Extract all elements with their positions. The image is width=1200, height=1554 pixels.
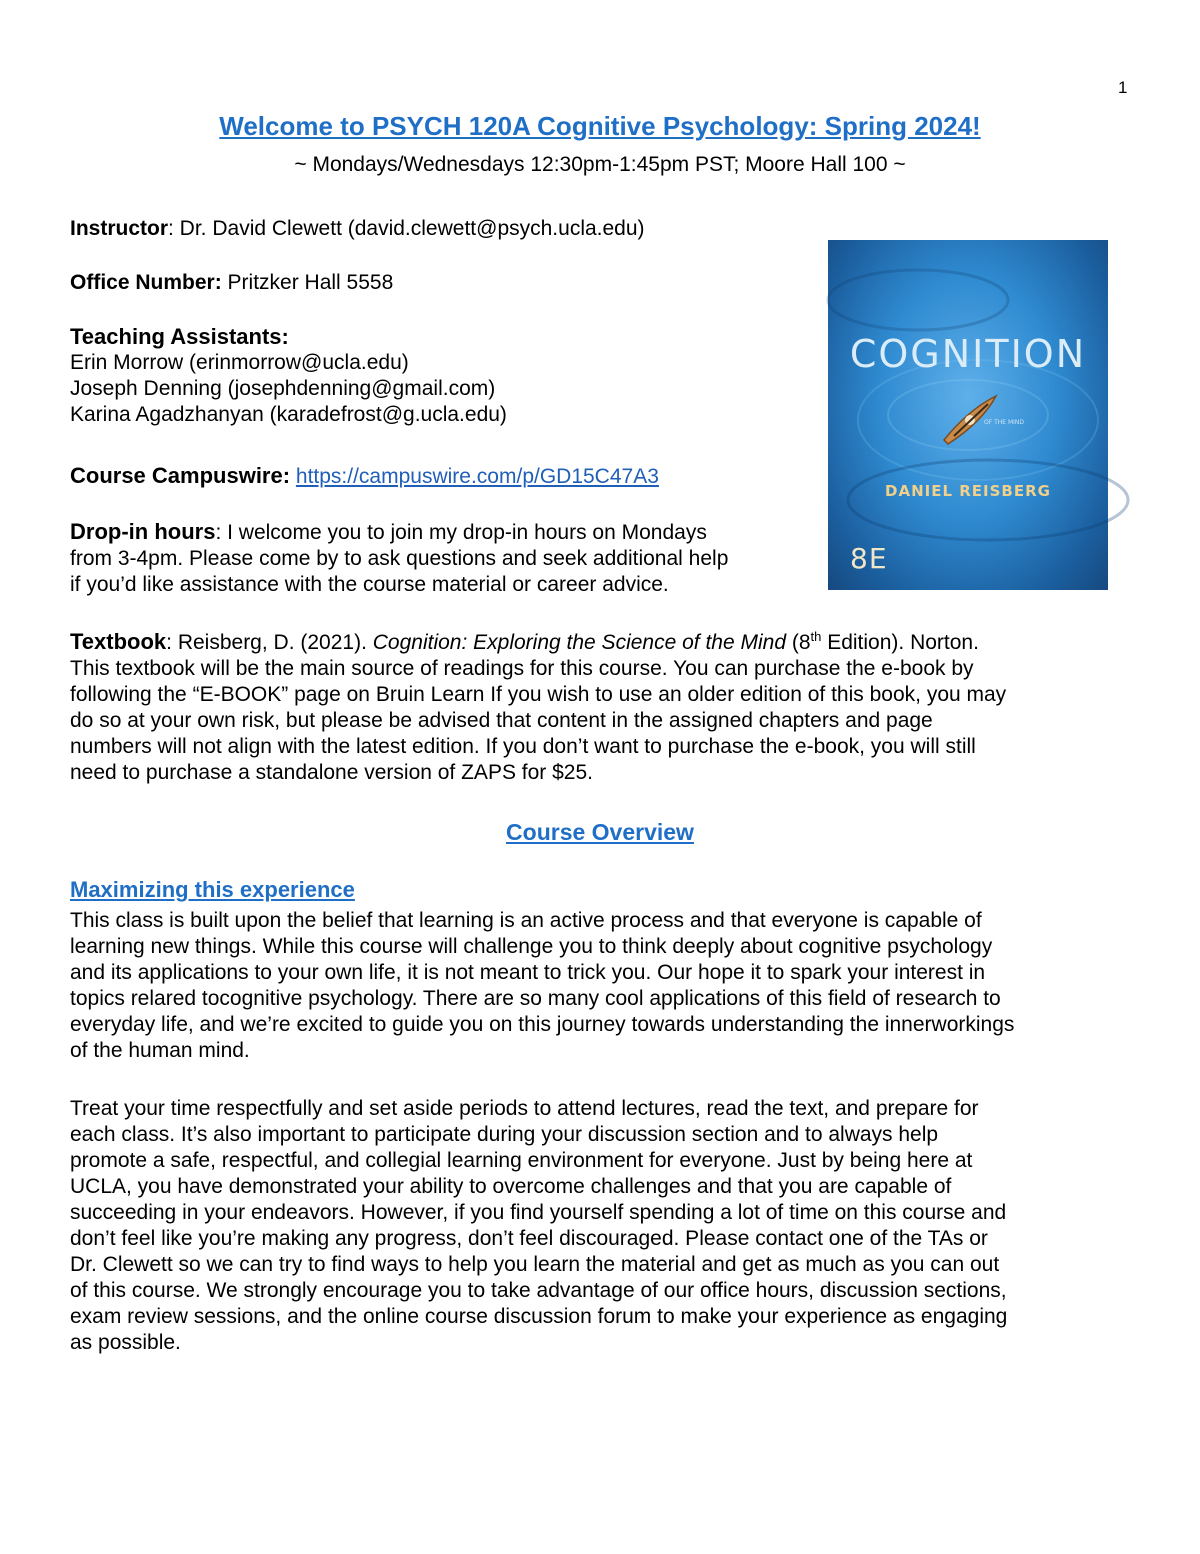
dropin-text: if you’d like assistance with the course material or career advice.: [70, 573, 669, 596]
page-title: Welcome to PSYCH 120A Cognitive Psychology: Spring 2024!: [219, 111, 981, 141]
dropin-label: Drop-in hours: [70, 519, 216, 544]
svg-text:OF THE MIND: OF THE MIND: [984, 419, 1025, 426]
paragraph-1: [70, 908, 1132, 1064]
dropin-hours: [70, 519, 728, 598]
ta-item: Joseph Denning (josephdenning@gmail.com): [70, 377, 496, 400]
ta-item: Erin Morrow (erinmorrow@ucla.edu): [70, 351, 409, 374]
paragraph-2: [70, 1096, 1132, 1356]
book-title: Cognition: Exploring the Science of the Mind: [372, 631, 786, 654]
paragraph-line: promote a safe, respectful, and collegial learning environment for everyone. Just by being here at: [70, 1149, 973, 1172]
citation-text: Edition). Norton.: [821, 631, 979, 654]
textbook-citation: [70, 629, 1132, 656]
paragraph-line: each class. It’s also important to participate during your discussion section and to always help: [70, 1123, 939, 1146]
instructor-label: Instructor: [70, 217, 169, 240]
edition-superscript: th: [810, 629, 822, 644]
cover-edition: 8E: [850, 542, 888, 575]
dropin-text: from 3-4pm. Please come by to ask questions and seek additional help: [70, 547, 729, 570]
campuswire-link[interactable]: https://campuswire.com/p/GD15C47A3: [295, 465, 659, 488]
maximizing-heading: Maximizing this experience: [70, 877, 355, 902]
paragraph-line: topics relared tocognitive psychology. There are so many cool applications of this field of research to: [70, 987, 1001, 1010]
textbook-label: Textbook: [70, 629, 167, 654]
paragraph-line: learning new things. While this course will challenge you to think deeply about cognitive psychology: [70, 935, 993, 958]
instructor-line: [70, 216, 645, 242]
paragraph-line: everyday life, and we’re excited to guide you on this journey towards understanding the innerworkings: [70, 1013, 1015, 1036]
paragraph-line: Treat your time respectfully and set aside periods to attend lectures, read the text, and prepare for: [70, 1097, 979, 1120]
textbook-cover-image: [828, 240, 1108, 590]
instructor-value: : Dr. David Clewett (david.clewett@psych.ucla.edu): [168, 217, 645, 240]
ta-item: Karina Agadzhanyan (karadefrost@g.ucla.edu): [70, 403, 507, 426]
textbook-text: numbers will not align with the latest edition. If you don’t want to purchase the e-book, you will still: [70, 735, 976, 758]
course-overview-heading: Course Overview: [506, 819, 694, 845]
schedule-subtitle: ~ Mondays/Wednesdays 12:30pm-1:45pm PST; Moore Hall 100 ~: [294, 153, 906, 176]
citation-text: : Reisberg, D. (2021).: [166, 631, 373, 654]
cover-author: DANIEL REISBERG: [885, 482, 1051, 500]
campuswire-line: [70, 463, 659, 490]
teaching-assistants: [70, 324, 507, 428]
textbook-text: This textbook will be the main source of readings for this course. You can purchase the e-book by: [70, 657, 974, 680]
textbook-text: do so at your own risk, but please be advised that content in the assigned chapters and page: [70, 709, 933, 732]
textbook-text: following the “E-BOOK” page on Bruin Learn If you wish to use an older edition of this book, you may: [70, 683, 1007, 706]
paragraph-line: of this course. We strongly encourage you to take advantage of our office hours, discussion sections,: [70, 1279, 1007, 1302]
page-number: 1: [1118, 78, 1128, 97]
office-line: [70, 270, 393, 296]
tas-label: Teaching Assistants:: [70, 324, 289, 349]
paragraph-line: Dr. Clewett so we can try to find ways to help you learn the material and get as much as you can out: [70, 1253, 1000, 1276]
paragraph-line: don’t feel like you’re making any progress, don’t feel discouraged. Please contact one of the TAs or: [70, 1227, 988, 1250]
paragraph-line: exam review sessions, and the online course discussion forum to make your experience as engaging: [70, 1305, 1008, 1328]
textbook-text: need to purchase a standalone version of ZAPS for $25.: [70, 761, 594, 784]
paragraph-line: succeeding in your endeavors. However, if you find yourself spending a lot of time on this course and: [70, 1201, 1007, 1224]
paragraph-line: and its applications to your own life, it is not meant to trick you. Our hope it to spark your interest in: [70, 961, 986, 984]
campuswire-label: Course Campuswire:: [70, 463, 291, 488]
citation-text: (8: [786, 631, 811, 654]
paragraph-line: as possible.: [70, 1331, 181, 1354]
dropin-text: : I welcome you to join my drop-in hours on Mondays: [215, 521, 707, 544]
office-value: Pritzker Hall 5558: [221, 271, 394, 294]
paragraph-line: of the human mind.: [70, 1039, 250, 1062]
textbook-section: [70, 629, 1132, 786]
kayak-icon: [938, 390, 1025, 450]
cover-title: COGNITION: [849, 332, 1087, 376]
office-label: Office Number:: [70, 271, 222, 294]
paragraph-line: This class is built upon the belief that learning is an active process and that everyone is capable of: [70, 909, 982, 932]
paragraph-line: UCLA, you have demonstrated your ability to overcome challenges and that you are capable of: [70, 1175, 952, 1198]
